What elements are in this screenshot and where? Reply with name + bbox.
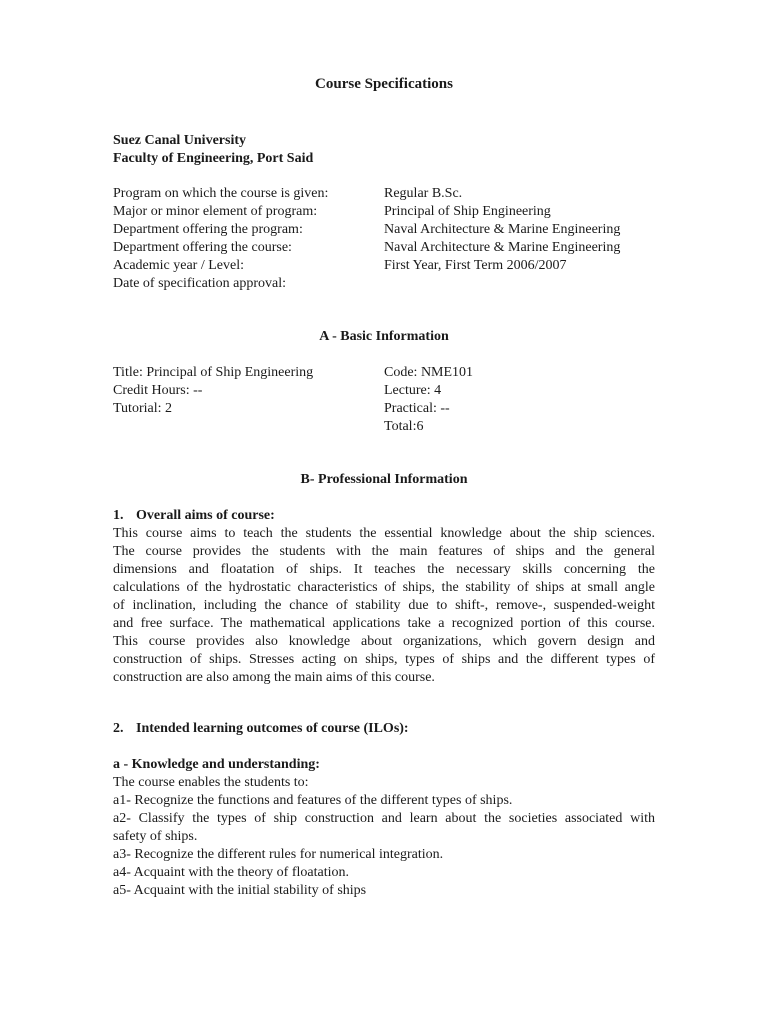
paragraph-line: construction are also among the main aims of this course. — [113, 670, 435, 685]
aims-number: 1. — [113, 508, 124, 523]
program-info-value: Principal of Ship Engineering — [384, 204, 551, 219]
list-item: a4- Acquaint with the theory of floatation. — [113, 865, 349, 880]
knowledge-intro: The course enables the students to: — [113, 775, 309, 790]
aims-title: Overall aims of course: — [136, 508, 275, 523]
program-info-row — [113, 257, 620, 275]
program-info-row — [113, 239, 620, 257]
paragraph-line: dimensions and floatation of ships. It teaches the necessary skills concerning the — [113, 562, 655, 577]
document-title: Course Specifications — [315, 76, 453, 92]
section-a-heading: A - Basic Information — [319, 329, 449, 344]
basic-info-left — [113, 418, 384, 436]
basic-info-left: Title: Principal of Ship Engineering — [113, 365, 314, 380]
program-info-row — [113, 221, 620, 239]
paragraph-line: This course aims to teach the students the essential knowledge about the ship sciences. — [113, 526, 655, 541]
program-info-label: Department offering the program: — [113, 222, 303, 237]
basic-info-table — [113, 364, 473, 436]
list-item: safety of ships. — [113, 829, 198, 844]
basic-info-right: Total:6 — [384, 419, 424, 434]
list-item: a3- Recognize the different rules for numerical integration. — [113, 847, 444, 862]
list-item: a1- Recognize the functions and features of the different types of ships. — [113, 793, 513, 808]
program-info-label: Academic year / Level: — [113, 258, 244, 273]
section-b-heading: B- Professional Information — [300, 472, 468, 487]
program-info-value: First Year, First Term 2006/2007 — [384, 258, 567, 273]
basic-info-row — [113, 382, 473, 400]
program-info-value: Naval Architecture & Marine Engineering — [384, 240, 621, 255]
program-info-row — [113, 203, 620, 221]
list-item: a5- Acquaint with the initial stability of ships — [113, 883, 367, 898]
paragraph-line: of inclination, including the chance of stability due to shift-, remove-, suspended-weight — [113, 598, 655, 613]
list-item: a2- Classify the types of ship construction and learn about the societies associated with — [113, 811, 655, 826]
basic-info-row — [113, 400, 473, 418]
program-info-row — [113, 275, 620, 293]
program-info — [113, 185, 620, 293]
program-info-label: Program on which the course is given: — [113, 186, 329, 201]
basic-info-row — [113, 418, 473, 436]
ilos-title: Intended learning outcomes of course (ILOs): — [136, 721, 409, 736]
program-info-label: Major or minor element of program: — [113, 204, 318, 219]
ilos-heading — [113, 721, 409, 737]
paragraph-line: The course provides the students with the main features of ships and the general — [113, 544, 655, 559]
program-info-label: Department offering the course: — [113, 240, 292, 255]
program-info-value: Regular B.Sc. — [384, 186, 463, 201]
paragraph-line: construction of ships. Stresses acting on ships, types of ships and the different types of — [113, 652, 655, 667]
paragraph-line: and free surface. The mathematical applications take a recognized portion of this course. — [113, 616, 655, 631]
basic-info-left: Credit Hours: -- — [113, 383, 203, 398]
university-name: Suez Canal University — [113, 133, 246, 148]
knowledge-heading: a - Knowledge and understanding: — [113, 757, 320, 772]
knowledge-list — [113, 756, 655, 900]
aims-heading — [113, 508, 275, 524]
paragraph-line: calculations of the hydrostatic characteristics of ships, the stability of ships at small angle — [113, 580, 655, 595]
faculty-name: Faculty of Engineering, Port Said — [113, 151, 314, 166]
program-info-row — [113, 185, 620, 203]
university-block — [113, 132, 313, 168]
program-info-label: Date of specification approval: — [113, 276, 286, 291]
basic-info-right: Practical: -- — [384, 401, 450, 416]
basic-info-left: Tutorial: 2 — [113, 401, 172, 416]
aims-paragraph — [113, 525, 655, 687]
program-info-value: Naval Architecture & Marine Engineering — [384, 222, 621, 237]
basic-info-right: Lecture: 4 — [384, 383, 442, 398]
basic-info-right: Code: NME101 — [384, 365, 474, 380]
paragraph-line: This course provides also knowledge about organizations, which govern design and — [113, 634, 655, 649]
ilos-number: 2. — [113, 721, 124, 736]
basic-info-row — [113, 364, 473, 382]
